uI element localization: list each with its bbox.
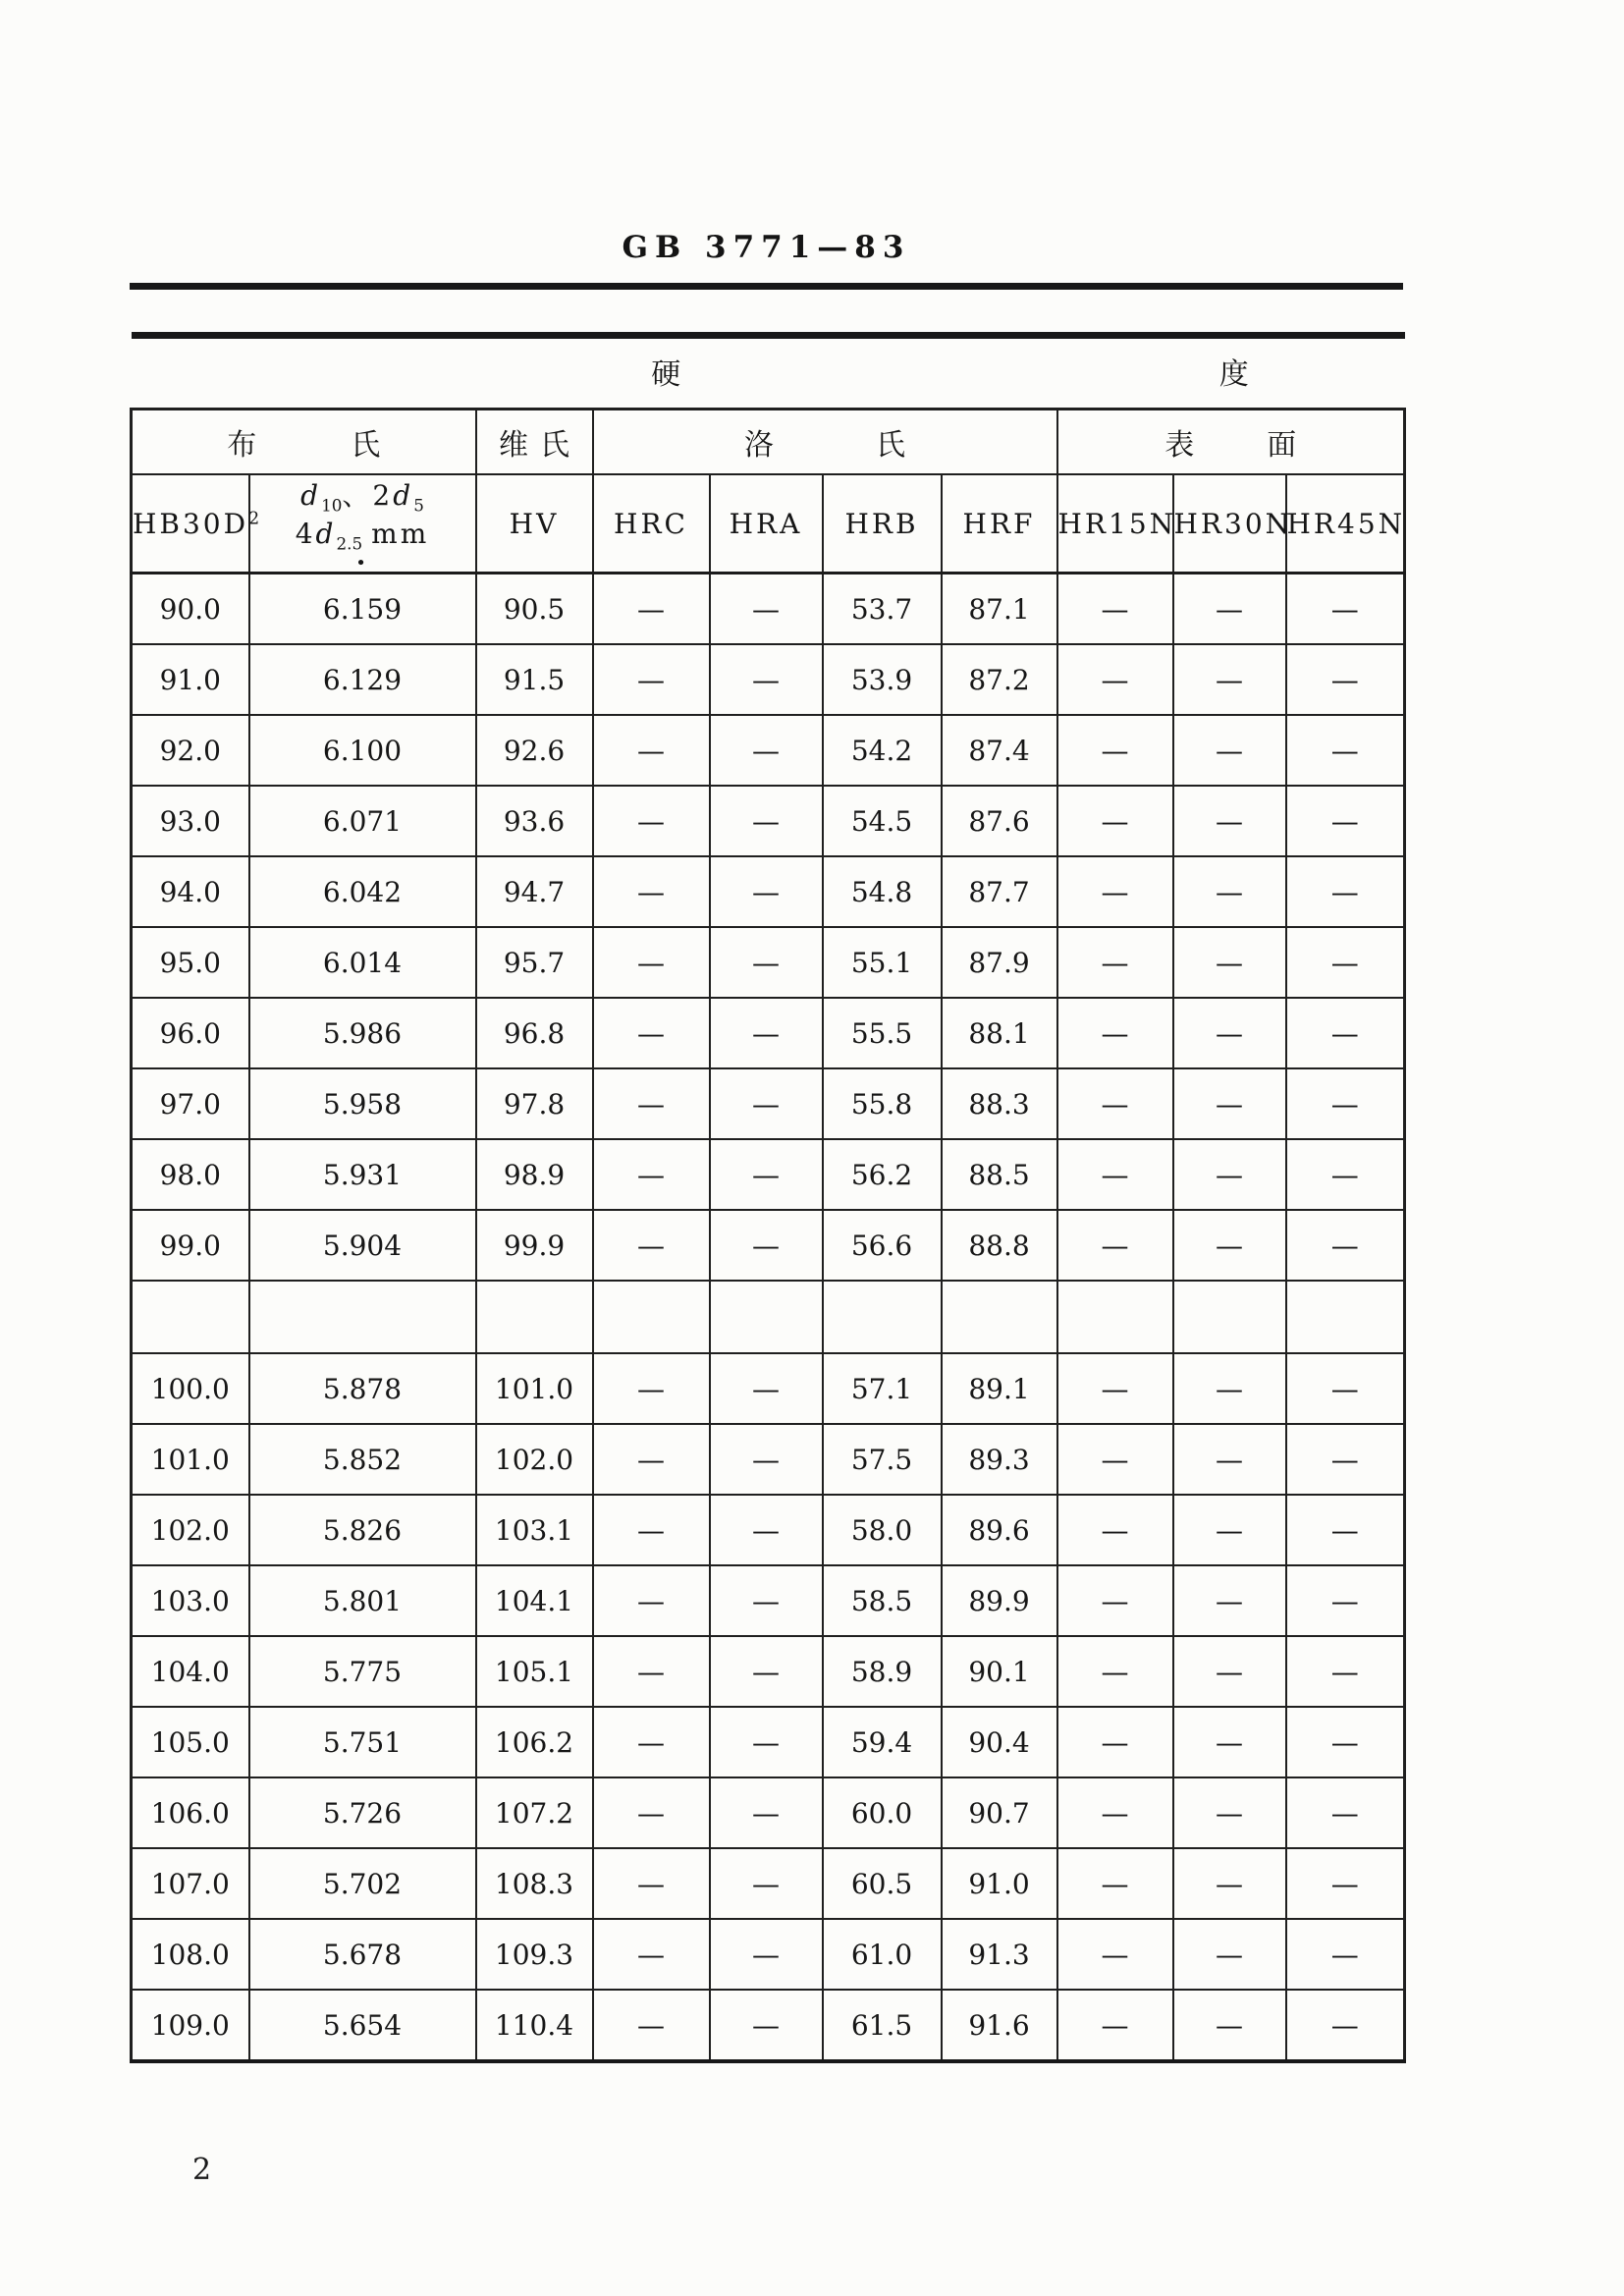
table-cell: 90.4 xyxy=(942,1707,1057,1777)
table-cell: 54.5 xyxy=(823,786,942,856)
table-cell: — xyxy=(710,1848,823,1919)
table-cell: 61.0 xyxy=(823,1919,942,1990)
table-cell: — xyxy=(1173,1353,1286,1424)
table-cell: — xyxy=(593,1210,710,1281)
table-row xyxy=(132,1919,1405,1990)
table-cell: 53.7 xyxy=(823,574,942,645)
table-cell: 100.0 xyxy=(132,1353,249,1424)
table-cell: 93.6 xyxy=(476,786,593,856)
table-cell: — xyxy=(1057,998,1173,1068)
table-cell: — xyxy=(1173,1848,1286,1919)
spacer-row xyxy=(132,1281,1405,1353)
table-cell xyxy=(132,1281,249,1353)
table-cell: — xyxy=(1057,1068,1173,1139)
table-cell: — xyxy=(710,1919,823,1990)
table-cell: — xyxy=(1057,1565,1173,1636)
table-row xyxy=(132,927,1405,998)
table-cell: 5.654 xyxy=(249,1990,476,2061)
table-row xyxy=(132,1777,1405,1848)
table-cell: — xyxy=(1173,786,1286,856)
table-row xyxy=(132,1848,1405,1919)
table-cell: 55.5 xyxy=(823,998,942,1068)
table-cell: 91.0 xyxy=(132,644,249,715)
table-cell: 91.0 xyxy=(942,1848,1057,1919)
table-cell: — xyxy=(1286,574,1405,645)
table-cell: 98.0 xyxy=(132,1139,249,1210)
hardness-band-label-right: 度 xyxy=(1218,357,1249,393)
col-header-hrf: HRF xyxy=(942,474,1057,574)
table-cell: — xyxy=(1057,1495,1173,1565)
table-cell: 58.0 xyxy=(823,1495,942,1565)
table-cell: 91.3 xyxy=(942,1919,1057,1990)
table-cell: — xyxy=(710,715,823,786)
table-cell xyxy=(823,1281,942,1353)
table-cell: — xyxy=(1173,1068,1286,1139)
table-cell: — xyxy=(593,1424,710,1495)
table-cell: — xyxy=(593,1990,710,2061)
table-cell: 106.2 xyxy=(476,1707,593,1777)
group-header-vickers xyxy=(476,410,593,475)
table-cell: 110.4 xyxy=(476,1990,593,2061)
table-cell xyxy=(1286,1281,1405,1353)
table-cell: 87.2 xyxy=(942,644,1057,715)
table-cell: 58.9 xyxy=(823,1636,942,1707)
table-cell: 87.9 xyxy=(942,927,1057,998)
table-cell: 59.4 xyxy=(823,1707,942,1777)
table-row xyxy=(132,1210,1405,1281)
table-cell: 5.775 xyxy=(249,1636,476,1707)
table-cell: 97.0 xyxy=(132,1068,249,1139)
table-cell: 105.1 xyxy=(476,1636,593,1707)
table-cell: — xyxy=(593,1919,710,1990)
table-cell: — xyxy=(710,1777,823,1848)
table-cell: 94.0 xyxy=(132,856,249,927)
col-header-hv: HV xyxy=(476,474,593,574)
footnote-dot: • xyxy=(355,552,369,574)
table-cell: — xyxy=(1173,1424,1286,1495)
table-cell: 97.8 xyxy=(476,1068,593,1139)
table-cell: 87.7 xyxy=(942,856,1057,927)
table-cell: 105.0 xyxy=(132,1707,249,1777)
table-cell: 91.5 xyxy=(476,644,593,715)
table-cell: — xyxy=(1057,856,1173,927)
column-header-row xyxy=(132,474,1405,574)
group-rockwell-char-1: 洛 xyxy=(744,428,774,463)
table-cell: — xyxy=(1173,715,1286,786)
table-cell: — xyxy=(1286,1636,1405,1707)
table-cell: 54.2 xyxy=(823,715,942,786)
col-header-hrc: HRC xyxy=(593,474,710,574)
table-row xyxy=(132,1353,1405,1424)
table-cell: 90.5 xyxy=(476,574,593,645)
table-cell: — xyxy=(593,574,710,645)
table-cell: — xyxy=(710,1139,823,1210)
table-cell: 6.129 xyxy=(249,644,476,715)
group-rockwell-char-2: 氏 xyxy=(876,428,905,463)
table-cell: — xyxy=(593,786,710,856)
table-cell: — xyxy=(1173,1636,1286,1707)
table-cell: 6.100 xyxy=(249,715,476,786)
table-cell: — xyxy=(1057,574,1173,645)
table-cell: 87.4 xyxy=(942,715,1057,786)
table-cell: 55.1 xyxy=(823,927,942,998)
table-cell: — xyxy=(1173,998,1286,1068)
table-cell: 103.1 xyxy=(476,1495,593,1565)
page-number: 2 xyxy=(192,2153,212,2187)
table-row xyxy=(132,856,1405,927)
table-cell: — xyxy=(1057,927,1173,998)
table-cell: 5.702 xyxy=(249,1848,476,1919)
table-cell: 6.071 xyxy=(249,786,476,856)
table-cell: — xyxy=(593,927,710,998)
table-row xyxy=(132,644,1405,715)
table-cell xyxy=(249,1281,476,1353)
table-cell: — xyxy=(593,1707,710,1777)
table-cell: 99.0 xyxy=(132,1210,249,1281)
table-cell: 89.1 xyxy=(942,1353,1057,1424)
scale-group-row xyxy=(132,410,1405,475)
group-header-surface xyxy=(1057,410,1405,475)
group-vickers-char-1: 维 xyxy=(499,428,528,463)
table-cell: 87.6 xyxy=(942,786,1057,856)
table-cell: 94.7 xyxy=(476,856,593,927)
group-brinell-char-2: 氏 xyxy=(351,428,381,463)
col-header-hrb: HRB xyxy=(823,474,942,574)
table-cell: 5.958 xyxy=(249,1068,476,1139)
table-cell: 89.3 xyxy=(942,1424,1057,1495)
table-cell: 92.0 xyxy=(132,715,249,786)
table-cell: 88.8 xyxy=(942,1210,1057,1281)
table-cell: 95.7 xyxy=(476,927,593,998)
table-cell: — xyxy=(1057,1707,1173,1777)
table-cell: 89.9 xyxy=(942,1565,1057,1636)
table-row xyxy=(132,1636,1405,1707)
hardness-band-label-left: 硬 xyxy=(651,357,681,393)
col-header-hb30d2: $HB30D^2$ xyxy=(132,474,249,574)
col-header-hr30n: HR30N xyxy=(1173,474,1286,574)
table-cell: 104.1 xyxy=(476,1565,593,1636)
table-cell: 107.0 xyxy=(132,1848,249,1919)
table-cell: 54.8 xyxy=(823,856,942,927)
table-cell: 108.3 xyxy=(476,1848,593,1919)
table-cell: — xyxy=(1057,1990,1173,2061)
table-cell: 90.0 xyxy=(132,574,249,645)
table-cell: — xyxy=(1173,856,1286,927)
table-cell: 87.1 xyxy=(942,574,1057,645)
table-cell: — xyxy=(1286,1068,1405,1139)
table-cell: — xyxy=(593,644,710,715)
table-cell: 61.5 xyxy=(823,1990,942,2061)
table-row xyxy=(132,1495,1405,1565)
table-cell: — xyxy=(1173,1919,1286,1990)
table-cell: 88.1 xyxy=(942,998,1057,1068)
table-cell: — xyxy=(1286,715,1405,786)
table-cell: — xyxy=(1173,927,1286,998)
table-cell: — xyxy=(1286,786,1405,856)
table-cell: — xyxy=(1286,1777,1405,1848)
col-header-hr15n: HR15N xyxy=(1057,474,1173,574)
table-cell xyxy=(710,1281,823,1353)
table-cell: — xyxy=(710,998,823,1068)
table-cell: 109.0 xyxy=(132,1990,249,2061)
table-cell: — xyxy=(593,998,710,1068)
table-cell: — xyxy=(1286,1707,1405,1777)
table-cell: — xyxy=(710,1990,823,2061)
table-cell: — xyxy=(710,574,823,645)
table-cell: 5.726 xyxy=(249,1777,476,1848)
table-cell: — xyxy=(1057,1210,1173,1281)
table-cell: 88.5 xyxy=(942,1139,1057,1210)
table-cell: 107.2 xyxy=(476,1777,593,1848)
table-cell xyxy=(942,1281,1057,1353)
table-cell: 60.5 xyxy=(823,1848,942,1919)
table-cell: — xyxy=(1286,1990,1405,2061)
table-cell: 5.904 xyxy=(249,1210,476,1281)
table-cell: — xyxy=(1173,1990,1286,2061)
table-cell: — xyxy=(1173,1565,1286,1636)
table-cell: 109.3 xyxy=(476,1919,593,1990)
table-cell: — xyxy=(1286,998,1405,1068)
table-row xyxy=(132,1990,1405,2061)
hardness-band-row xyxy=(132,336,1405,410)
table-cell: — xyxy=(1286,644,1405,715)
table-cell: — xyxy=(1286,1210,1405,1281)
col-header-indentation-diameter: $d_{10}$、$2d_5$ $4d_{2.5}$ mm • xyxy=(249,474,476,574)
group-header-brinell xyxy=(132,410,476,475)
col-header-hra: HRA xyxy=(710,474,823,574)
table-cell: 108.0 xyxy=(132,1919,249,1990)
table-cell: — xyxy=(1286,856,1405,927)
table-row xyxy=(132,1707,1405,1777)
table-cell: — xyxy=(710,1636,823,1707)
table-cell: 93.0 xyxy=(132,786,249,856)
table-cell: — xyxy=(593,1777,710,1848)
table-cell: 58.5 xyxy=(823,1565,942,1636)
table-cell: 5.878 xyxy=(249,1353,476,1424)
table-cell: — xyxy=(1057,1139,1173,1210)
table-cell: — xyxy=(1173,644,1286,715)
table-cell: 89.6 xyxy=(942,1495,1057,1565)
table-cell: 56.2 xyxy=(823,1139,942,1210)
table-cell: 106.0 xyxy=(132,1777,249,1848)
table-cell: — xyxy=(1286,1353,1405,1424)
table-cell: 98.9 xyxy=(476,1139,593,1210)
page-title: GB 3771—83 xyxy=(622,230,911,265)
table-row xyxy=(132,998,1405,1068)
table-cell: 103.0 xyxy=(132,1565,249,1636)
table-cell xyxy=(476,1281,593,1353)
table-cell: 102.0 xyxy=(132,1495,249,1565)
table-cell: — xyxy=(710,1707,823,1777)
table-cell: — xyxy=(710,1565,823,1636)
table-cell: 96.8 xyxy=(476,998,593,1068)
table-cell: 55.8 xyxy=(823,1068,942,1139)
group-surface-char-2: 面 xyxy=(1267,428,1297,463)
table-cell xyxy=(593,1281,710,1353)
table-body xyxy=(132,574,1405,2062)
table-cell: 56.6 xyxy=(823,1210,942,1281)
table-cell: — xyxy=(593,1068,710,1139)
table-cell: — xyxy=(1057,715,1173,786)
table-cell: — xyxy=(1173,1777,1286,1848)
table-cell: — xyxy=(1057,1777,1173,1848)
table-cell: 90.1 xyxy=(942,1636,1057,1707)
table-cell: — xyxy=(1057,644,1173,715)
table-cell: 5.852 xyxy=(249,1424,476,1495)
table-cell: 101.0 xyxy=(132,1424,249,1495)
group-vickers-char-2: 氏 xyxy=(540,428,569,463)
table-cell: — xyxy=(1286,1848,1405,1919)
table-cell: — xyxy=(710,1353,823,1424)
table-cell: — xyxy=(1057,1636,1173,1707)
table-cell: 88.3 xyxy=(942,1068,1057,1139)
table-cell: — xyxy=(1173,1139,1286,1210)
table-cell: 57.5 xyxy=(823,1424,942,1495)
table-head xyxy=(132,336,1405,574)
table-cell: — xyxy=(1173,574,1286,645)
group-surface-char-1: 表 xyxy=(1164,428,1195,463)
table-cell: 6.159 xyxy=(249,574,476,645)
col-header-hr45n: HR45N xyxy=(1286,474,1405,574)
table-cell: 53.9 xyxy=(823,644,942,715)
table-cell: — xyxy=(1286,1424,1405,1495)
table-cell: — xyxy=(593,715,710,786)
table-cell xyxy=(1173,1281,1286,1353)
table-cell: — xyxy=(593,1848,710,1919)
table-cell: 104.0 xyxy=(132,1636,249,1707)
table-cell: 99.9 xyxy=(476,1210,593,1281)
table-cell: — xyxy=(1286,1139,1405,1210)
table-cell: — xyxy=(710,644,823,715)
table-cell: — xyxy=(1173,1495,1286,1565)
table-cell: — xyxy=(1286,1565,1405,1636)
table-cell: — xyxy=(710,1068,823,1139)
table-cell: 5.986 xyxy=(249,998,476,1068)
table-cell: 5.826 xyxy=(249,1495,476,1565)
table-cell: 102.0 xyxy=(476,1424,593,1495)
table-cell: — xyxy=(1057,1424,1173,1495)
top-rule xyxy=(130,283,1403,290)
table-cell: — xyxy=(1057,786,1173,856)
table-cell: 5.751 xyxy=(249,1707,476,1777)
group-header-rockwell xyxy=(593,410,1057,475)
table-cell: — xyxy=(593,856,710,927)
table-cell: 95.0 xyxy=(132,927,249,998)
table-cell: — xyxy=(710,786,823,856)
table-cell: — xyxy=(593,1353,710,1424)
table-cell: 91.6 xyxy=(942,1990,1057,2061)
table-cell: — xyxy=(1057,1848,1173,1919)
table-cell: — xyxy=(593,1139,710,1210)
table-cell: — xyxy=(710,1210,823,1281)
table-row xyxy=(132,715,1405,786)
table-cell: — xyxy=(1286,1919,1405,1990)
table-cell: 101.0 xyxy=(476,1353,593,1424)
hardness-band-cell xyxy=(132,336,1405,410)
table-cell: 57.1 xyxy=(823,1353,942,1424)
table-cell: 5.931 xyxy=(249,1139,476,1210)
table-cell: 6.042 xyxy=(249,856,476,927)
table-row xyxy=(132,1565,1405,1636)
table-row xyxy=(132,1068,1405,1139)
table-cell: — xyxy=(1057,1919,1173,1990)
table-cell: 92.6 xyxy=(476,715,593,786)
table-cell: — xyxy=(593,1565,710,1636)
table-cell: — xyxy=(710,1495,823,1565)
table-row xyxy=(132,1139,1405,1210)
table-cell: 5.801 xyxy=(249,1565,476,1636)
table-cell: — xyxy=(1057,1353,1173,1424)
table-cell: — xyxy=(710,927,823,998)
table-cell: — xyxy=(593,1495,710,1565)
table-cell: — xyxy=(593,1636,710,1707)
table-cell: 90.7 xyxy=(942,1777,1057,1848)
table-cell: 6.014 xyxy=(249,927,476,998)
table-cell: — xyxy=(710,1424,823,1495)
table-cell: — xyxy=(1286,1495,1405,1565)
table-cell xyxy=(1057,1281,1173,1353)
table-row xyxy=(132,1424,1405,1495)
table-cell: — xyxy=(1173,1707,1286,1777)
table-cell: 5.678 xyxy=(249,1919,476,1990)
group-brinell-char-1: 布 xyxy=(227,428,257,463)
table-row xyxy=(132,786,1405,856)
table-cell: 96.0 xyxy=(132,998,249,1068)
table-cell: — xyxy=(710,856,823,927)
table-cell: 60.0 xyxy=(823,1777,942,1848)
table-cell: — xyxy=(1286,927,1405,998)
table-cell: — xyxy=(1173,1210,1286,1281)
table-row xyxy=(132,574,1405,645)
hardness-conversion-table xyxy=(130,332,1406,2063)
